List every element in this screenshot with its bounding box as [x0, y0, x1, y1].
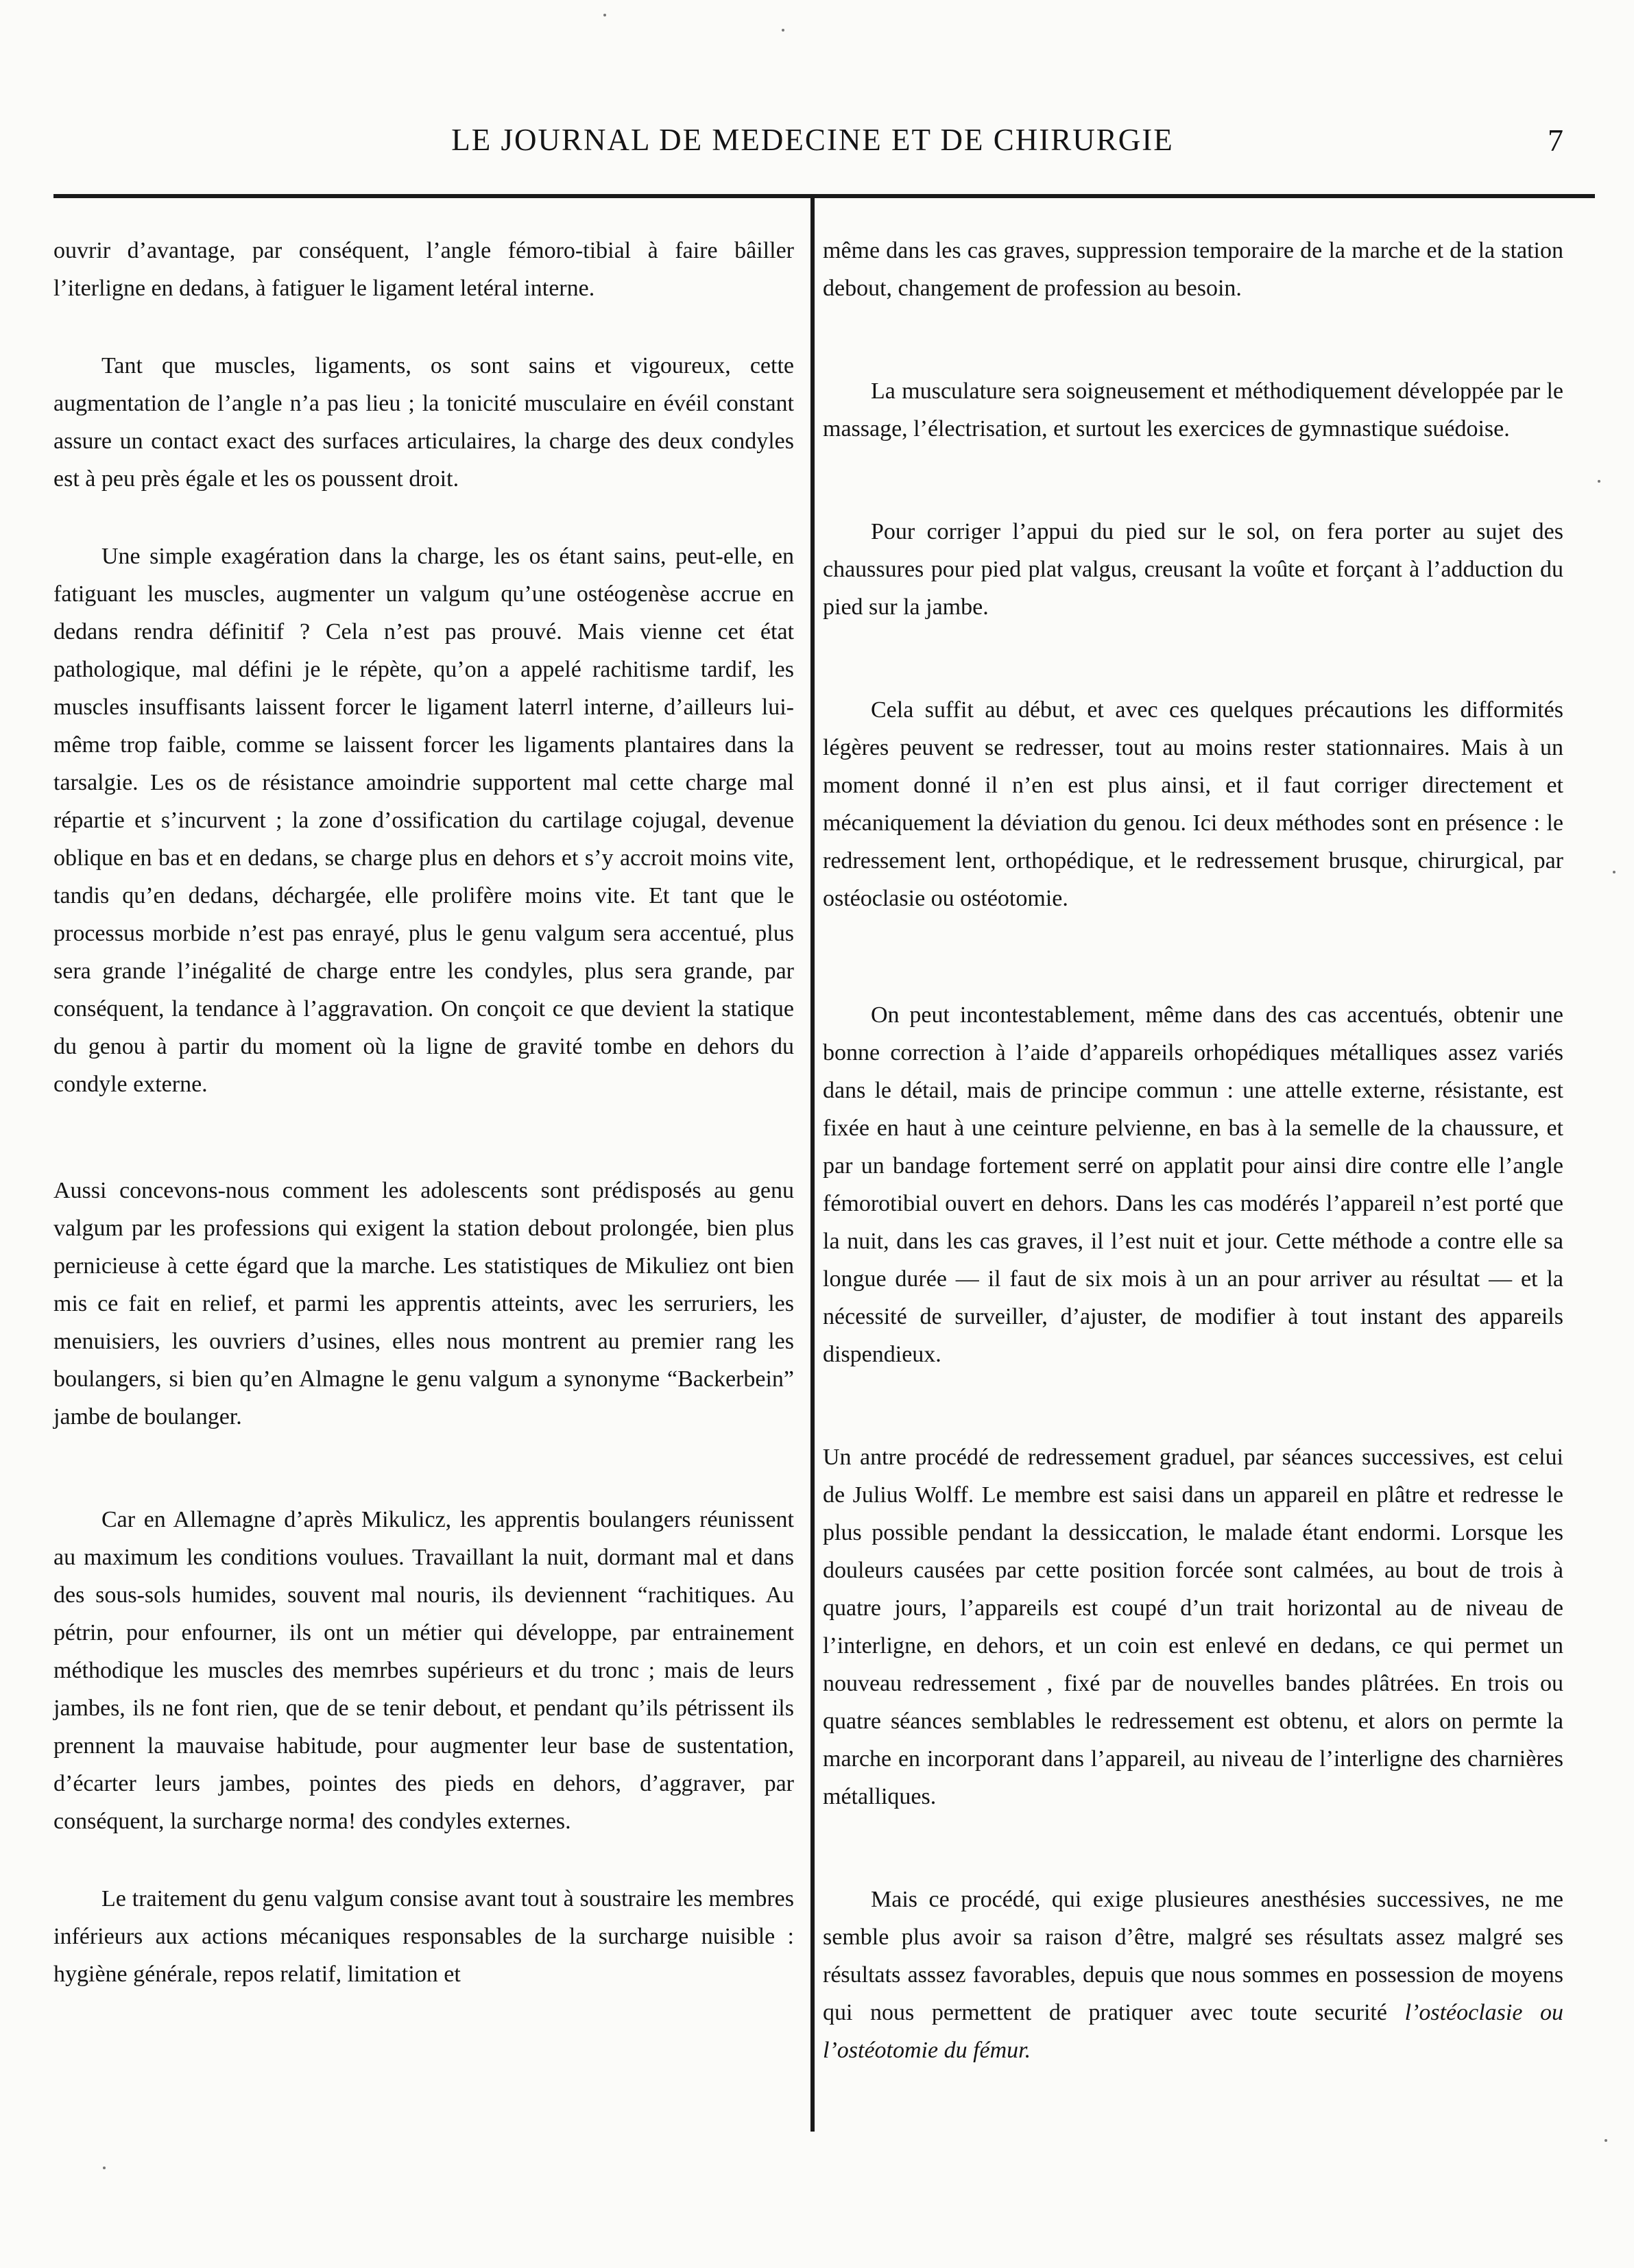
paragraph: Pour corriger l’appui du pied sur le sol, on fera porter au sujet des chaussures pour pied plat valgus, creusant la voûte et forçant à l’adduction du pied sur la jambe. — [823, 519, 1563, 620]
running-header — [48, 122, 1577, 163]
scan-speck — [103, 2167, 106, 2169]
paragraph: ouvrir d’avantage, par conséquent, l’angle fémoro-tibial à faire bâiller l’iterligne en dedans, à fatiguer le ligament letéral interne. — [53, 238, 794, 301]
emphasized-text: l’ostéoclasie ou l’ostéotomie du fémur. — [823, 2000, 1564, 2063]
paragraph: Car en Allemagne d’après Mikulicz, les apprentis boulangers réunissent au maximum les conditions voulues. Travaillant la nuit, dormant mal et dans des sous-sols humides, souvent mal nouris, ils deviennent “rachitiques. Au pétrin, pour enfourner, ils ont un métier qui développe, par entrainement méthodique les muscles des memrbes supérieurs et du tronc ; mais de leurs jambes, ils ne font rien, que de se tenir debout, et pendant qu’ils pétrissent ils prennent la mauvaise habitude, pour augmenter leur base de sustentation, d’écarter leurs jambes, pointes des pieds en dehors, d’aggraver, par conséquent, la surcharge norma! des condyles externes. — [53, 1507, 794, 1834]
scan-speck — [1613, 871, 1615, 873]
scan-speck — [1598, 480, 1600, 483]
paragraph: On peut incontestablement, même dans des cas accentués, obtenir une bonne correction à l’aide d’appareils orhopédiques métalliques assez variés dans le détail, mais de principe commun : une attelle externe, résistante, est fixée en haut à une ceinture pelvienne, en bas à la semelle de la chaussure, et par un bandage fortement serré on applatit pour ainsi dire contre elle l’angle fémorotibial ouvert en dehors. Dans les cas modérés l’appareil n’est porté que la nuit, dans les cas graves, il l’est nuit et jour. Cette méthode a contre elle sa longue durée — il faut de six mois à un an pour arriver au résultat — et la nécessité de surveiller, d’ajuster, de modifier à tout instant des appareils dispendieux. — [823, 1002, 1563, 1367]
journal-title: LE JOURNAL DE MEDECINE ET DE CHIRURGIE — [451, 123, 1174, 157]
column-divider — [810, 198, 815, 2132]
paragraph: La musculature sera soigneusement et méthodiquement développée par le massage, l’électrisation, et surtout les exercices de gymnastique suédoise. — [823, 378, 1563, 442]
scan-speck — [1605, 2139, 1607, 2142]
page-number: 7 — [1548, 123, 1563, 158]
scan-speck — [782, 29, 784, 32]
paragraph-text: Mais ce procédé, qui exige plusieures anesthésies successives, ne me semble plus avoir sa raison d’être, malgré ses résultats assez malgré ses résultats asssez favorables, depuis que nous sommes en possession de moyens qui nous permettent de pratiquer avec toute securité — [823, 1887, 1563, 2025]
paragraph: Aussi concevons-nous comment les adolescents sont prédisposés au genu valgum par les professions qui exigent la station debout prolongée, bien plus pernicieuse à cette égard que la marche. Les statistiques de Mikuliez ont bien mis ce fait en relief, et parmi les apprentis atteints, avec les serruriers, les menuisiers, les ouvriers d’usines, elles nous montrent au premier rang les boulangers, si bien qu’en Almagne le genu valgum a synonyme “Backerbein” jambe de boulanger. — [53, 1178, 794, 1429]
paragraph: Le traitement du genu valgum consise avant tout à soustraire les membres inférieurs aux actions mécaniques responsables de la surcharge nuisible : hygiène générale, repos relatif, limitation et — [53, 1886, 794, 1987]
scan-speck — [603, 14, 606, 16]
right-column — [823, 232, 1563, 2106]
paragraph — [823, 1881, 1563, 2069]
paragraph: Cela suffit au début, et avec ces quelques précautions les difformités légères peuvent se redresser, tout au moins rester stationnaires. Mais à un moment donné il n’en est plus ainsi, et il faut corriger directement et mécaniquement la déviation du genou. Ici deux méthodes sont en présence : le redressement lent, orthopédique, et le redressement brusque, chirurgical, par ostéoclasie ou ostéotomie. — [823, 697, 1563, 911]
paragraph: Tant que muscles, ligaments, os sont sains et vigoureux, cette augmentation de l’angle n’a pas lieu ; la tonicité musculaire en évéil constant assure un contact exact des surfaces articulaires, la charge des deux condyles est à peu près égale et les os poussent droit. — [53, 353, 794, 492]
paragraph: Un antre procédé de redressement graduel, par séances successives, est celui de Julius Wolff. Le membre est saisi dans un appareil en plâtre et redresse le plus possible pendant la dessiccation, le malade étant endormi. Lorsque les douleurs causées par cette position forcée sont calmées, au bout de trois à quatre jours, l’appareils est coupé d’un trait horizontal au de niveau de l’interligne, en dehors, et un coin est enlevé en dedans, ce qui permet un nouveau redressement , fixé par de nouvelles bandes plâtrées. En trois ou quatre séances semblables le redressement est obtenu, et alors on permte la marche en incorporant dans l’appareil, au niveau de l’interligne des charnières métalliques. — [823, 1445, 1563, 1809]
paragraph: même dans les cas graves, suppression temporaire de la marche et de la station debout, changement de profession au besoin. — [823, 238, 1563, 301]
paragraph: Une simple exagération dans la charge, les os étant sains, peut-elle, en fatiguant les muscles, augmenter un valgum qu’une ostéogenèse accrue en dedans rendra définitif ? Cela n’est pas prouvé. Mais vienne cet état pathologique, mal défini je le répète, qu’on a appelé rachitisme tardif, les muscles insuffisants laissent forcer le ligament laterrl interne, d’ailleurs lui-même trop faible, comme se laissent forcer les ligaments plantaires dans la tarsalgie. Les os de résistance amoindrie supportent mal cette charge mal répartie et s’incurvent ; la zone d’ossification du cartilage cojugal, devenue oblique en bas et en dedans, se charge plus en dehors et s’y accroit moins vite, tandis qu’en dedans, déchargée, elle prolifère moins vite. Et tant que le processus morbide n’est pas enrayé, plus le genu valgum sera accentué, plus sera grande l’inégalité de charge entre les condyles, plus sera grande, par conséquent, la tendance à l’aggravation. On conçoit ce que devient la statique du genou à partir du moment où la ligne de gravité tombe en dehors du condyle externe. — [53, 544, 794, 1097]
header-rule — [53, 194, 1595, 198]
left-column — [53, 232, 794, 2030]
